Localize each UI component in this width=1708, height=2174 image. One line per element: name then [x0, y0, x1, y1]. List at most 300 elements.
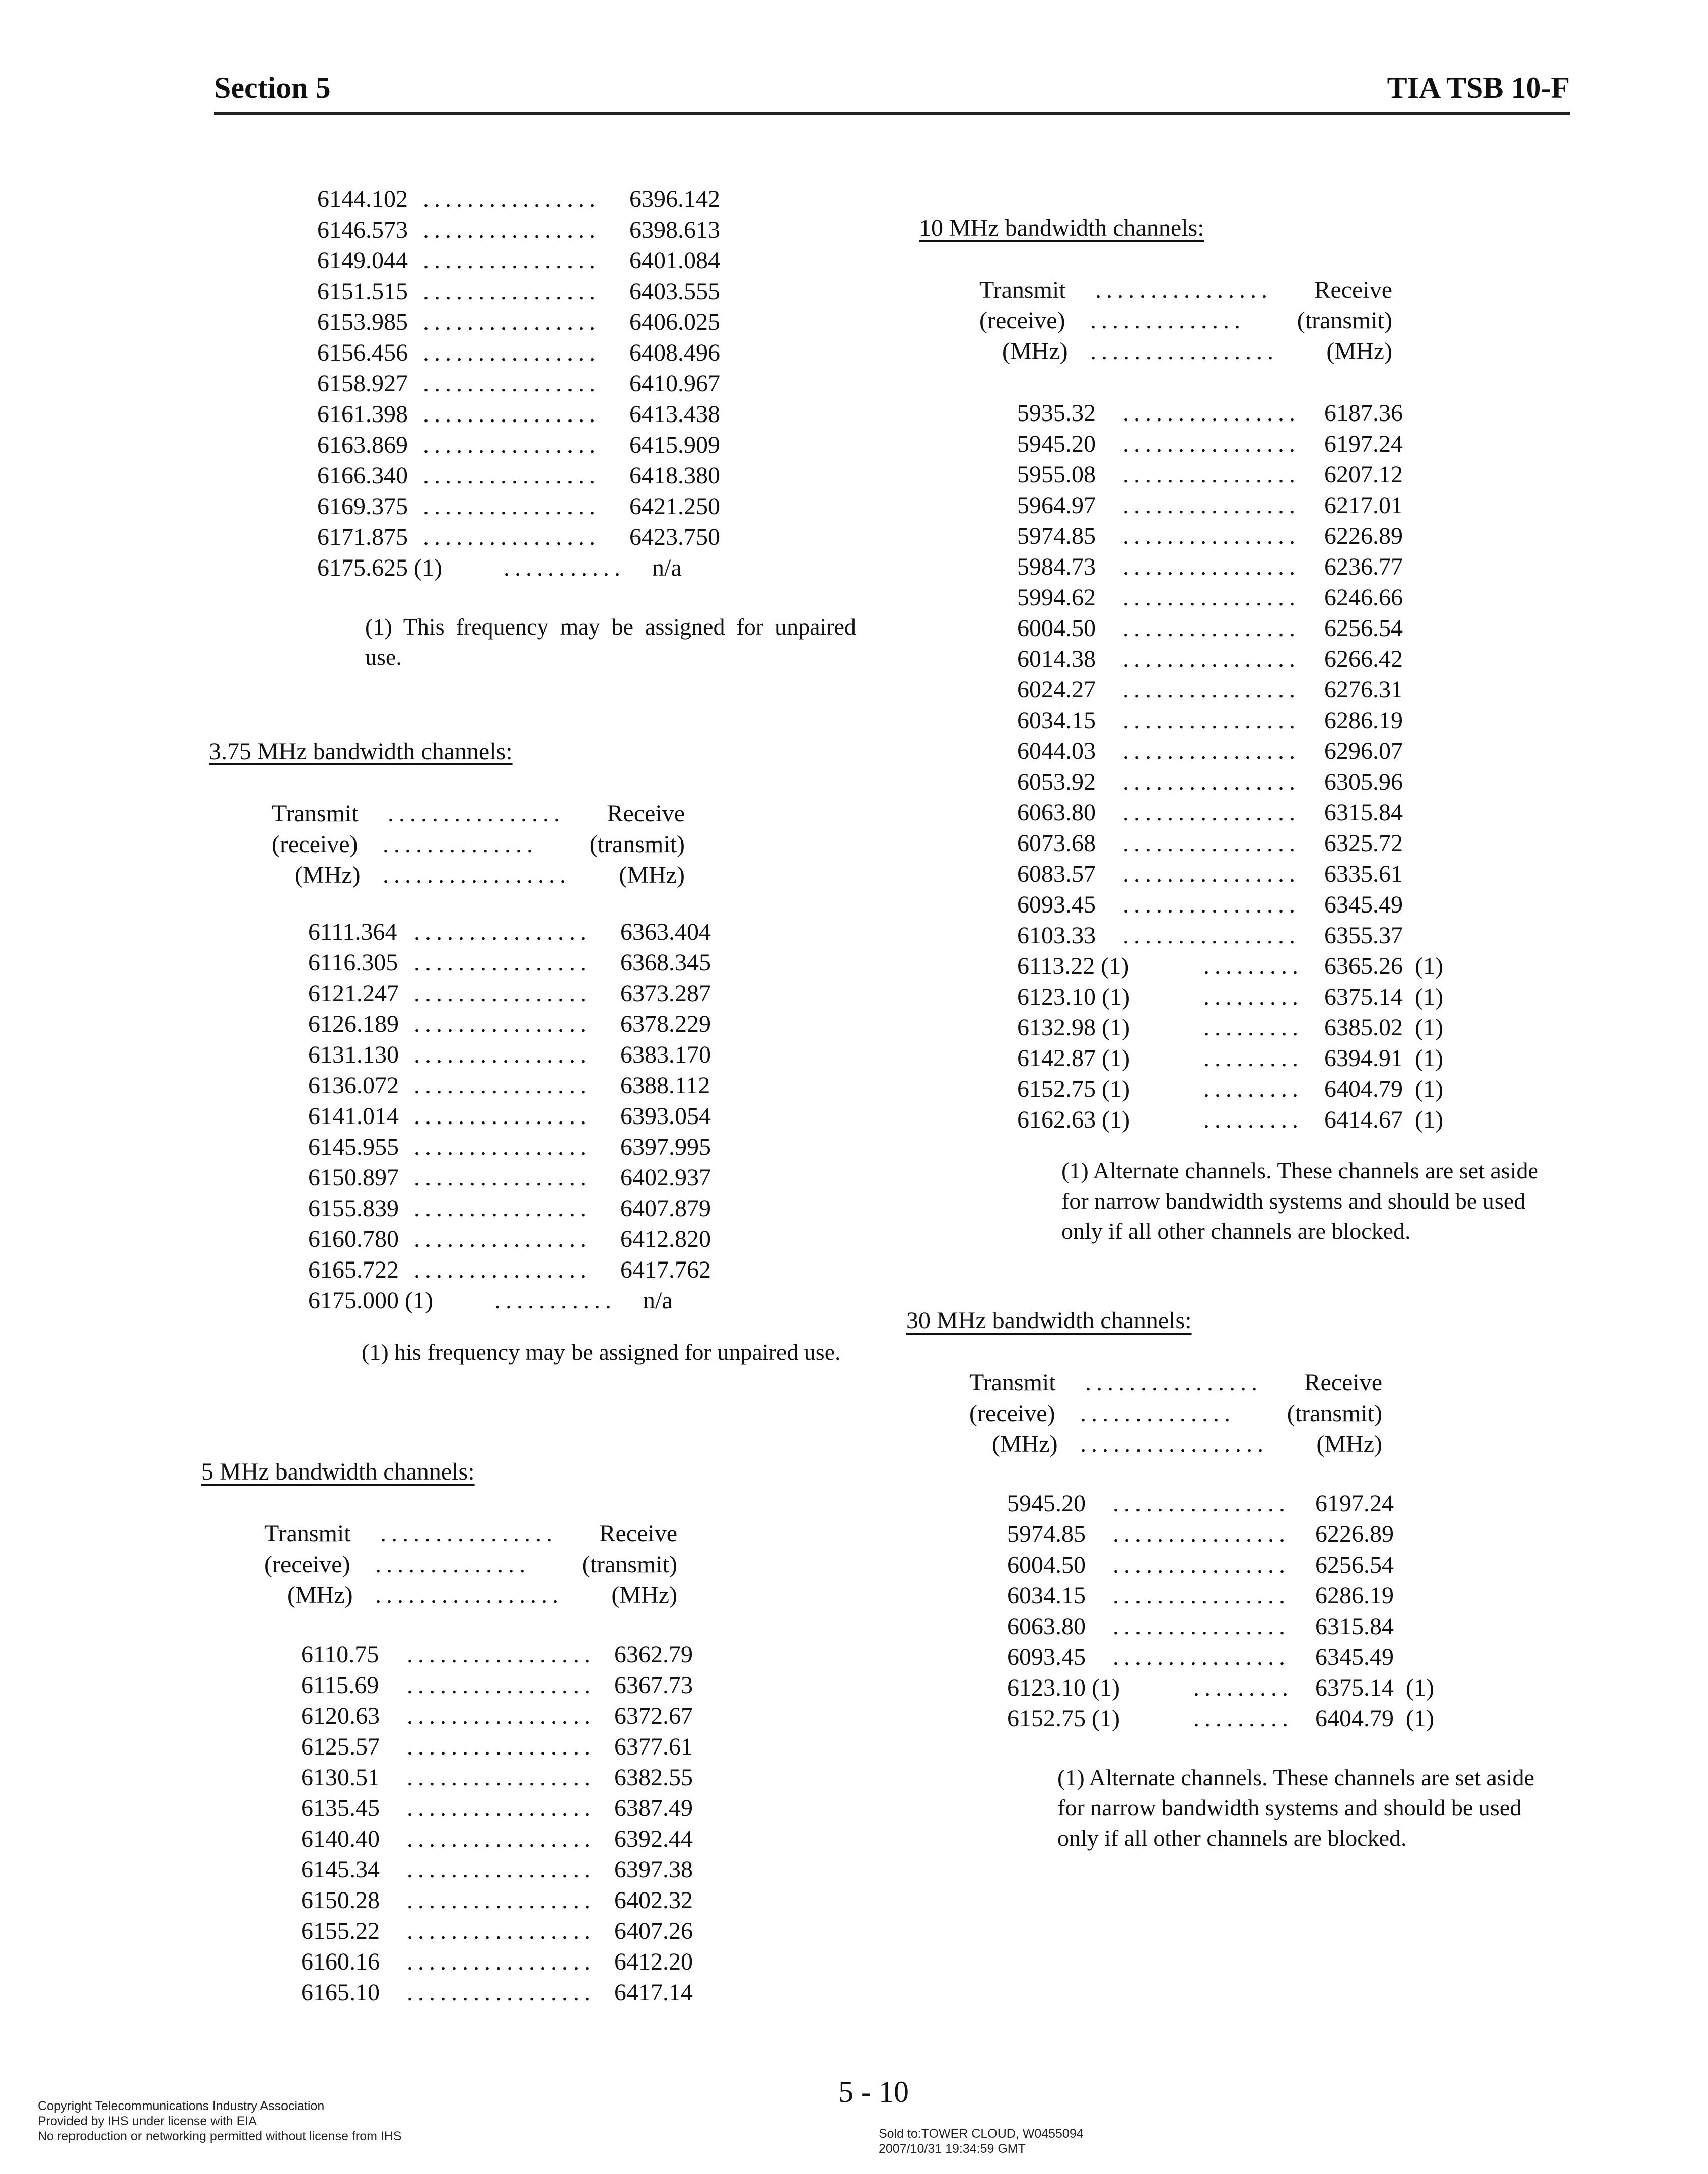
column-header-transmit: (MHz)	[1002, 338, 1068, 365]
receive-frequency: 6394.91 (1)	[1324, 1045, 1443, 1072]
leader-dots: .........	[1203, 1076, 1303, 1102]
table-row	[1017, 674, 1506, 705]
leader-dots: ................	[414, 919, 591, 945]
leader-dots: ................	[414, 980, 591, 1007]
header-rule	[214, 112, 1570, 115]
leader-dots: ................	[1123, 861, 1300, 887]
transmit-frequency: 6158.927	[317, 370, 408, 397]
leader-dots: .................	[407, 1887, 595, 1914]
transmit-frequency: 6014.38	[1017, 646, 1096, 672]
receive-frequency: 6363.404	[620, 919, 711, 945]
receive-frequency: 6266.42	[1324, 646, 1403, 672]
table-row	[1017, 797, 1506, 828]
receive-frequency: 6315.84	[1324, 799, 1403, 826]
receive-frequency: 6382.55	[614, 1764, 693, 1791]
receive-frequency: 6412.20	[614, 1948, 693, 1975]
transmit-frequency: 6131.130	[308, 1041, 399, 1068]
receive-frequency: 6197.24	[1315, 1490, 1394, 1517]
transmit-frequency: 6123.10 (1)	[1007, 1674, 1120, 1701]
leader-dots: ................	[1113, 1644, 1290, 1670]
leader-dots: ................	[1123, 707, 1300, 734]
table-row	[317, 276, 811, 307]
transmit-frequency: 6132.98 (1)	[1017, 1014, 1130, 1041]
leader-dots: ................	[423, 524, 600, 550]
transmit-frequency: 6150.28	[301, 1887, 380, 1914]
column-header-receive: (MHz)	[619, 862, 685, 888]
table-row	[301, 1977, 796, 2008]
table-row	[301, 1793, 796, 1824]
transmit-frequency: 6153.985	[317, 309, 408, 335]
receive-frequency: 6256.54	[1315, 1552, 1394, 1578]
column-header-receive: (transmit)	[582, 1551, 677, 1578]
table-row	[1017, 766, 1506, 797]
leader-dots: ................	[423, 339, 600, 366]
table-row	[317, 184, 811, 215]
transmit-frequency: 6163.869	[317, 432, 408, 458]
transmit-frequency: 6044.03	[1017, 738, 1096, 764]
leader-dots: ................	[414, 1072, 591, 1099]
receive-frequency: 6385.02 (1)	[1324, 1014, 1443, 1041]
leader-dots: .........	[1203, 1106, 1303, 1133]
leader-dots: ................	[1123, 646, 1300, 672]
column-header-receive: Receive	[607, 800, 685, 827]
footnote: (1) Alternate channels. These channels are set aside for narrow bandwidth systems and should be used only if all other channels are blocked.	[1057, 1765, 1534, 1851]
leader-dots: .................	[407, 1764, 595, 1791]
transmit-frequency: 6111.364	[308, 919, 397, 945]
table-row	[317, 399, 811, 430]
column-header-transmit: (receive)	[272, 831, 358, 858]
table-row	[1017, 429, 1506, 459]
receive-frequency: 6392.44	[614, 1826, 693, 1852]
receive-frequency: 6414.67 (1)	[1324, 1106, 1443, 1133]
transmit-frequency: 6161.398	[317, 401, 408, 428]
leader-dots: ................	[414, 1226, 591, 1252]
transmit-frequency: 6093.45	[1007, 1644, 1086, 1670]
leader-dots: ................	[388, 800, 565, 827]
table-row	[1017, 1043, 1506, 1074]
table-row	[1007, 1611, 1497, 1642]
transmit-frequency: 6145.955	[308, 1134, 399, 1160]
table-row	[1017, 951, 1506, 981]
column-header-receive: Receive	[599, 1520, 677, 1547]
table-row	[1017, 459, 1506, 490]
table-row	[1017, 613, 1506, 644]
transmit-frequency: 6155.22	[301, 1918, 380, 1944]
receive-frequency: 6378.229	[620, 1011, 711, 1037]
transmit-frequency: 6063.80	[1007, 1613, 1086, 1640]
transmit-frequency: 6034.15	[1007, 1582, 1086, 1609]
table-row	[301, 1946, 796, 1977]
leader-dots: ................	[1123, 768, 1300, 795]
transmit-frequency: 5994.62	[1017, 584, 1096, 611]
leader-dots: .........	[1203, 1014, 1303, 1041]
leader-dots: ................	[1123, 553, 1300, 580]
table-row	[317, 552, 811, 583]
receive-frequency: 6362.79	[614, 1641, 693, 1668]
leader-dots: ................	[1095, 276, 1272, 303]
table-row	[317, 337, 811, 368]
transmit-frequency: 6063.80	[1017, 799, 1096, 826]
receive-frequency: 6412.820	[620, 1226, 711, 1252]
transmit-frequency: 6136.072	[308, 1072, 399, 1099]
leader-dots: ..............	[375, 1551, 530, 1578]
table-row	[1017, 736, 1506, 766]
leader-dots: ................	[1123, 891, 1300, 918]
leader-dots: ................	[414, 1103, 591, 1130]
transmit-frequency: 5955.08	[1017, 461, 1096, 488]
table-row	[1007, 1550, 1497, 1580]
section-heading: 3.75 MHz bandwidth channels:	[209, 738, 513, 765]
table-row	[1017, 521, 1506, 551]
receive-frequency: 6345.49	[1324, 891, 1403, 918]
column-header-receive: (MHz)	[1316, 1431, 1382, 1457]
column-header-transmit: Transmit	[264, 1520, 351, 1547]
table-row	[1017, 1104, 1506, 1135]
receive-frequency: 6402.937	[620, 1164, 711, 1191]
receive-frequency: 6413.438	[629, 401, 720, 428]
table-row	[308, 1039, 802, 1070]
table-row	[317, 245, 811, 276]
footnote: (1) his frequency may be assigned for unpaired use.	[362, 1339, 841, 1365]
transmit-frequency: 5945.20	[1007, 1490, 1086, 1517]
table-row	[1017, 920, 1506, 951]
column-header-transmit: (receive)	[979, 307, 1065, 334]
transmit-frequency: 6166.340	[317, 462, 408, 489]
table-row	[1017, 889, 1506, 920]
leader-dots: ................	[414, 1164, 591, 1191]
table-row	[317, 307, 811, 337]
column-header-receive: (MHz)	[611, 1582, 677, 1608]
table-row	[317, 522, 811, 552]
column-header-transmit: (receive)	[969, 1400, 1055, 1427]
receive-frequency: 6403.555	[629, 278, 720, 305]
transmit-frequency: 6130.51	[301, 1764, 380, 1791]
receive-frequency: 6197.24	[1324, 431, 1403, 457]
receive-frequency: 6345.49	[1315, 1644, 1394, 1670]
leader-dots: ................	[414, 1195, 591, 1222]
leader-dots: .................	[407, 1703, 595, 1729]
receive-frequency: 6365.26 (1)	[1324, 953, 1443, 979]
table-row	[308, 917, 802, 947]
document-id: TIA TSB 10-F	[1387, 71, 1570, 104]
table-row	[1017, 859, 1506, 889]
transmit-frequency: 6116.305	[308, 949, 398, 976]
receive-frequency: 6393.054	[620, 1103, 711, 1130]
leader-dots: ................	[380, 1520, 557, 1547]
receive-frequency: 6383.170	[620, 1041, 711, 1068]
leader-dots: ................	[1123, 676, 1300, 703]
leader-dots: .........	[1203, 984, 1303, 1010]
table-row	[1017, 551, 1506, 582]
leader-dots: .................	[383, 862, 571, 888]
receive-frequency: 6367.73	[614, 1672, 693, 1699]
copyright-line: No reproduction or networking permitted without license from IHS	[38, 2129, 402, 2143]
transmit-frequency: 6141.014	[308, 1103, 399, 1130]
table-row	[308, 1254, 802, 1285]
receive-frequency: 6207.12	[1324, 461, 1403, 488]
table-row	[1017, 1012, 1506, 1043]
transmit-frequency: 6125.57	[301, 1733, 380, 1760]
receive-frequency: 6375.14 (1)	[1315, 1674, 1434, 1701]
receive-frequency: 6305.96	[1324, 768, 1403, 795]
receive-frequency: 6398.613	[629, 217, 720, 243]
leader-dots: ................	[423, 462, 600, 489]
transmit-frequency: 5935.32	[1017, 400, 1096, 427]
leader-dots: .................	[375, 1582, 563, 1608]
receive-frequency: 6315.84	[1315, 1613, 1394, 1640]
table-row	[308, 1132, 802, 1162]
leader-dots: ................	[1113, 1552, 1290, 1578]
leader-dots: .........	[1203, 1045, 1303, 1072]
leader-dots: .........	[1203, 953, 1303, 979]
receive-frequency: 6246.66	[1324, 584, 1403, 611]
leader-dots: ................	[1123, 461, 1300, 488]
leader-dots: ................	[1123, 584, 1300, 611]
receive-frequency: 6217.01	[1324, 492, 1403, 519]
transmit-frequency: 6152.75 (1)	[1007, 1705, 1120, 1732]
table-row	[308, 978, 802, 1009]
table-row	[317, 215, 811, 245]
leader-dots: .........	[1193, 1674, 1293, 1701]
transmit-frequency: 6110.75	[301, 1641, 379, 1668]
table-row	[308, 947, 802, 978]
leader-dots: ..............	[1090, 307, 1245, 334]
receive-frequency: 6187.36	[1324, 400, 1403, 427]
transmit-frequency: 6169.375	[317, 493, 408, 520]
leader-dots: ................	[414, 1041, 591, 1068]
transmit-frequency: 6120.63	[301, 1703, 380, 1729]
receive-frequency: 6286.19	[1315, 1582, 1394, 1609]
transmit-frequency: 6004.50	[1017, 615, 1096, 642]
column-header-transmit: Transmit	[272, 800, 359, 827]
table-row	[308, 1009, 802, 1039]
receive-frequency: 6276.31	[1324, 676, 1403, 703]
transmit-frequency: 6165.10	[301, 1979, 380, 2006]
table-row	[301, 1701, 796, 1731]
table-row	[301, 1885, 796, 1916]
leader-dots: .................	[407, 1979, 595, 2006]
transmit-frequency: 6073.68	[1017, 830, 1096, 857]
leader-dots: ................	[423, 401, 600, 428]
footnote: (1) This frequency may be assigned for unpaired use.	[365, 614, 856, 670]
transmit-frequency: 6115.69	[301, 1672, 379, 1699]
table-row	[1007, 1519, 1497, 1550]
column-header-transmit: (MHz)	[295, 862, 361, 888]
leader-dots: ................	[1123, 492, 1300, 519]
leader-dots: .................	[407, 1918, 595, 1944]
table-row	[1017, 1074, 1506, 1104]
receive-frequency: 6373.287	[620, 980, 711, 1007]
leader-dots: ................	[423, 309, 600, 335]
leader-dots: .................	[1080, 1431, 1268, 1457]
footnote: (1) Alternate channels. These channels are set aside for narrow bandwidth systems and should be used only if all other channels are blocked.	[1061, 1158, 1538, 1244]
table-row	[1017, 981, 1506, 1012]
table-row	[1017, 582, 1506, 613]
transmit-frequency: 6165.722	[308, 1256, 399, 1283]
leader-dots: ................	[1123, 799, 1300, 826]
leader-dots: ...........	[494, 1287, 616, 1314]
transmit-frequency: 5984.73	[1017, 553, 1096, 580]
table-row	[1017, 644, 1506, 674]
leader-dots: ................	[1123, 830, 1300, 857]
receive-frequency: 6286.19	[1324, 707, 1403, 734]
table-row	[301, 1731, 796, 1762]
column-header-receive: Receive	[1314, 276, 1392, 303]
leader-dots: ..............	[383, 831, 538, 858]
table-row	[301, 1916, 796, 1946]
table-row	[308, 1193, 802, 1224]
table-row	[317, 430, 811, 460]
receive-frequency: 6256.54	[1324, 615, 1403, 642]
table-row	[308, 1162, 802, 1193]
column-header-transmit: Transmit	[979, 276, 1066, 303]
transmit-frequency: 6053.92	[1017, 768, 1096, 795]
leader-dots: ................	[414, 1134, 591, 1160]
transmit-frequency: 6144.102	[317, 186, 408, 213]
table-row	[1007, 1703, 1497, 1734]
transmit-frequency: 6083.57	[1017, 861, 1096, 887]
leader-dots: ................	[423, 217, 600, 243]
transmit-frequency: 5964.97	[1017, 492, 1096, 519]
copyright-line: Provided by IHS under license with EIA	[38, 2114, 257, 2128]
receive-frequency: 6375.14 (1)	[1324, 984, 1443, 1010]
leader-dots: ................	[423, 247, 600, 274]
receive-frequency: 6421.250	[629, 493, 720, 520]
leader-dots: ................	[414, 949, 591, 976]
receive-frequency: 6226.89	[1324, 523, 1403, 549]
leader-dots: ................	[423, 370, 600, 397]
column-header-receive: (transmit)	[589, 831, 685, 858]
transmit-frequency: 5974.85	[1007, 1521, 1086, 1548]
transmit-frequency: 6145.34	[301, 1856, 380, 1883]
leader-dots: ................	[1113, 1490, 1290, 1517]
table-row	[317, 368, 811, 399]
leader-dots: ................	[423, 278, 600, 305]
table-row	[308, 1285, 802, 1316]
receive-frequency: n/a	[652, 554, 682, 581]
table-row	[1017, 828, 1506, 859]
table-row	[308, 1224, 802, 1254]
leader-dots: ................	[1123, 615, 1300, 642]
section-heading: 10 MHz bandwidth channels:	[919, 215, 1204, 241]
transmit-frequency: 5945.20	[1017, 431, 1096, 457]
receive-frequency: 6402.32	[614, 1887, 693, 1914]
leader-dots: ...........	[504, 554, 625, 581]
receive-frequency: 6388.112	[620, 1072, 710, 1099]
transmit-frequency: 6175.000 (1)	[308, 1287, 433, 1314]
transmit-frequency: 6150.897	[308, 1164, 399, 1191]
leader-dots: .................	[1090, 338, 1278, 365]
table-row	[317, 491, 811, 522]
transmit-frequency: 6103.33	[1017, 922, 1096, 949]
leader-dots: .................	[407, 1641, 595, 1668]
transmit-frequency: 6113.22 (1)	[1017, 953, 1129, 979]
table-row	[1007, 1642, 1497, 1672]
table-row	[301, 1762, 796, 1793]
receive-frequency: 6387.49	[614, 1795, 693, 1821]
table-row	[1017, 490, 1506, 521]
section-heading: 30 MHz bandwidth channels:	[906, 1307, 1192, 1334]
transmit-frequency: 6160.16	[301, 1948, 380, 1975]
table-row	[308, 1070, 802, 1101]
leader-dots: .................	[407, 1826, 595, 1852]
leader-dots: ................	[423, 493, 600, 520]
receive-frequency: 6325.72	[1324, 830, 1403, 857]
table-row	[1007, 1580, 1497, 1611]
receive-frequency: 6408.496	[629, 339, 720, 366]
leader-dots: ..............	[1080, 1400, 1235, 1427]
receive-frequency: 6355.37	[1324, 922, 1403, 949]
transmit-frequency: 6151.515	[317, 278, 408, 305]
copyright-line: Copyright Telecommunications Industry Association	[38, 2099, 325, 2113]
table-row	[301, 1854, 796, 1885]
table-row	[1007, 1672, 1497, 1703]
transmit-frequency: 6142.87 (1)	[1017, 1045, 1130, 1072]
receive-frequency: 6236.77	[1324, 553, 1403, 580]
transmit-frequency: 6152.75 (1)	[1017, 1076, 1130, 1102]
column-header-transmit: (MHz)	[287, 1582, 353, 1608]
column-header-receive: (transmit)	[1297, 307, 1392, 334]
sold-to-notice	[879, 2126, 1084, 2156]
transmit-frequency: 6004.50	[1007, 1552, 1086, 1578]
receive-frequency: 6415.909	[629, 432, 720, 458]
table-row	[301, 1670, 796, 1701]
table-row	[1017, 705, 1506, 736]
leader-dots: ................	[1113, 1521, 1290, 1548]
transmit-frequency: 6146.573	[317, 217, 408, 243]
receive-frequency: 6397.995	[620, 1134, 711, 1160]
transmit-frequency: 6140.40	[301, 1826, 380, 1852]
receive-frequency: 6397.38	[614, 1856, 693, 1883]
leader-dots: .........	[1193, 1705, 1293, 1732]
receive-frequency: 6377.61	[614, 1733, 693, 1760]
column-header-transmit: (MHz)	[992, 1431, 1058, 1457]
page-number: 5 - 10	[838, 2075, 909, 2109]
receive-frequency: 6407.879	[620, 1195, 711, 1222]
section-heading: 5 MHz bandwidth channels:	[201, 1458, 475, 1485]
leader-dots: ................	[1123, 922, 1300, 949]
transmit-frequency: 6156.456	[317, 339, 408, 366]
receive-frequency: 6372.67	[614, 1703, 693, 1729]
leader-dots: ................	[1123, 738, 1300, 764]
column-header-receive: Receive	[1304, 1369, 1382, 1396]
column-header-receive: (MHz)	[1326, 338, 1392, 365]
receive-frequency: 6226.89	[1315, 1521, 1394, 1548]
sold-to-line: 2007/10/31 19:34:59 GMT	[879, 2142, 1026, 2156]
receive-frequency: 6396.142	[629, 186, 720, 213]
transmit-frequency: 6149.044	[317, 247, 408, 274]
leader-dots: ................	[1085, 1369, 1262, 1396]
leader-dots: ................	[1123, 400, 1300, 427]
leader-dots: .................	[407, 1672, 595, 1699]
transmit-frequency: 6171.875	[317, 524, 408, 550]
leader-dots: ................	[414, 1256, 591, 1283]
transmit-frequency: 6175.625 (1)	[317, 554, 442, 581]
column-header-transmit: Transmit	[969, 1369, 1056, 1396]
leader-dots: ................	[423, 432, 600, 458]
transmit-frequency: 6093.45	[1017, 891, 1096, 918]
receive-frequency: 6335.61	[1324, 861, 1403, 887]
transmit-frequency: 6126.189	[308, 1011, 399, 1037]
transmit-frequency: 6024.27	[1017, 676, 1096, 703]
receive-frequency: 6417.14	[614, 1979, 693, 2006]
receive-frequency: 6401.084	[629, 247, 720, 274]
leader-dots: ................	[1113, 1613, 1290, 1640]
transmit-frequency: 6135.45	[301, 1795, 380, 1821]
receive-frequency: n/a	[643, 1287, 673, 1314]
leader-dots: ................	[1123, 431, 1300, 457]
table-row	[301, 1824, 796, 1854]
